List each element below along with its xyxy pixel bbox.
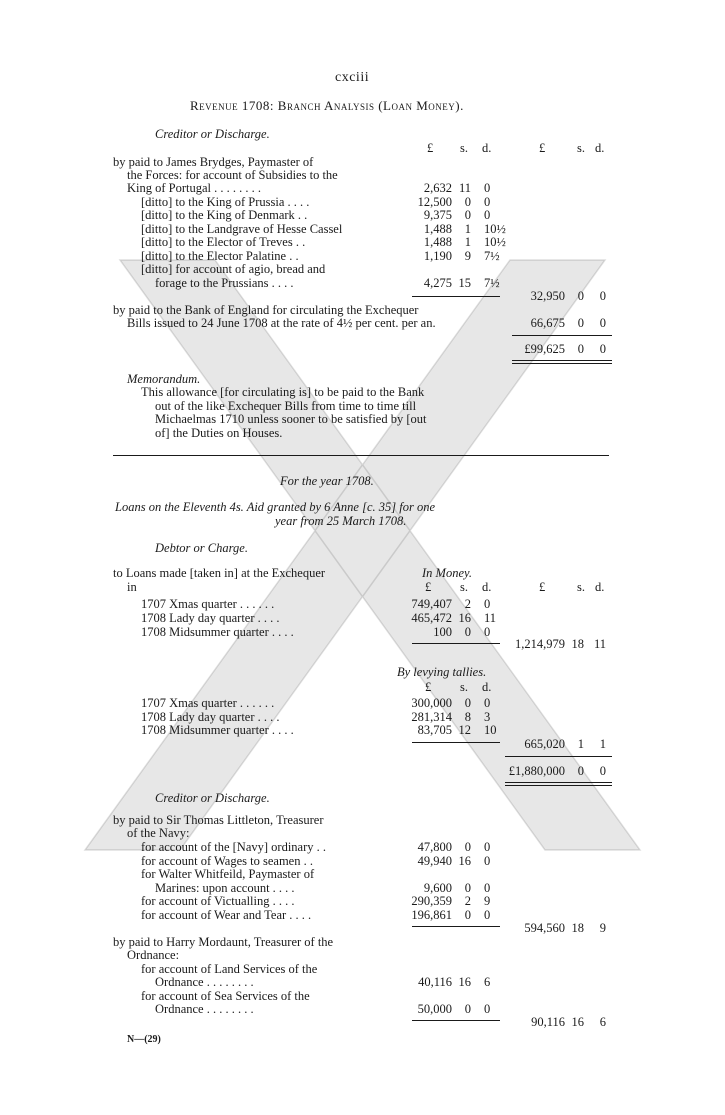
amount-pounds: 47,800 [417,840,452,854]
amount-shillings: 11 [458,181,471,195]
row-label: 1708 Lady day quarter . . . . [141,710,280,724]
bank-pounds: 66,675 [530,316,565,330]
amount-shillings: 0 [464,625,471,639]
amount-pence: 0 [484,840,491,854]
col-head-shilling: s. [460,141,468,155]
memo-line: out of the like Exchequer Bills from time to time till [155,399,417,413]
amount-shillings: 0 [464,1002,471,1016]
col-head-pence: d. [482,141,492,155]
amount-pence: 7½ [484,249,500,263]
loans-title: year from 25 March 1708. [275,514,407,528]
col-head-pound-total: £ [539,580,546,594]
row-label: Ordnance . . . . . . . . [155,1002,254,1016]
amount-shillings: 12 [458,723,471,737]
amount-pounds: 1,190 [423,249,452,263]
amount-pounds: 465,472 [411,611,452,625]
debtor-heading: Debtor or Charge. [155,541,248,555]
navy-total-pence: 9 [599,921,606,935]
amount-shillings: 0 [464,208,471,222]
amount-pounds: 2,632 [423,181,452,195]
row-label: for account of Wear and Tear . . . . [141,908,312,922]
row-label: for account of Wages to seamen . . [141,854,313,868]
memo-heading: Memorandum. [127,372,201,386]
amount-pounds: 12,500 [417,195,452,209]
section1-heading: Creditor or Discharge. [155,127,270,141]
amount-pounds: 83,705 [417,723,452,737]
rule [412,643,500,644]
amount-pounds: 1,488 [423,222,452,236]
double-rule [505,782,612,786]
col-head-pence: d. [482,580,492,594]
col-head-shilling-total: s. [577,141,585,155]
navy-total-shillings: 18 [571,921,584,935]
page-number: cxciii [335,70,370,85]
total-pence: 0 [599,342,606,356]
amount-pence: 3 [484,710,491,724]
tally-total-pounds: 665,020 [524,737,565,751]
text-line: [ditto] to the King of Denmark . . [141,208,308,222]
row-label: for account of Land Services of the [141,962,318,976]
memo-line: of] the Duties on Houses. [155,426,283,440]
amount-pence: 10 [484,723,497,737]
navy-total-pounds: 594,560 [524,921,565,935]
row-label: 1708 Midsummer quarter . . . . [141,625,294,639]
col-head-shilling: s. [460,680,468,694]
amount-shillings: 1 [464,222,471,236]
text-line: Ordnance: [127,948,180,962]
amount-pence: 7½ [484,276,500,290]
amount-pence: 0 [484,181,491,195]
amount-pounds: 281,314 [411,710,452,724]
amount-pounds: 196,861 [411,908,452,922]
rule [412,1020,500,1021]
rule [412,296,500,297]
amount-pence: 0 [484,625,491,639]
rule [412,926,500,927]
amount-pence: 0 [484,208,491,222]
grand-total-shillings: 0 [577,764,584,778]
ord-total-shillings: 16 [571,1015,584,1029]
text-line: by paid to Harry Mordaunt, Treasurer of the [113,935,334,949]
amount-pence: 0 [484,195,491,209]
amount-pounds: 749,407 [411,597,452,611]
section3-heading: Creditor or Discharge. [155,791,270,805]
row-label: Marines: upon account . . . . [155,881,295,895]
text-line: [ditto] to the Landgrave of Hesse Cassel [141,222,343,236]
amount-pounds: 9,375 [423,208,452,222]
row-label: for account of Victualling . . . . [141,894,295,908]
text-line: [ditto] to the Elector Palatine . . [141,249,299,263]
text-line: forage to the Prussians . . . . [155,276,294,290]
amount-shillings: 0 [464,840,471,854]
amount-shillings: 2 [464,894,471,908]
amount-shillings: 16 [458,611,471,625]
subtotal-pence: 0 [599,289,606,303]
amount-shillings: 0 [464,696,471,710]
col-head-shilling-total: s. [577,580,585,594]
loans-title: Loans on the Eleventh 4s. Aid granted by 6 Anne [c. 35] for one [115,500,435,514]
by-tallies-heading: By levying tallies. [397,665,487,679]
bank-shillings: 0 [577,316,584,330]
row-label: for account of the [Navy] ordinary . . [141,840,326,854]
amount-shillings: 16 [458,975,471,989]
rule [505,756,612,757]
amount-shillings: 1 [464,235,471,249]
memo-line: This allowance [for circulating is] to be paid to the Bank [141,385,425,399]
amount-pence: 9 [484,894,491,908]
row-label: Ordnance . . . . . . . . [155,975,254,989]
in-money-heading: In Money. [422,566,472,580]
ord-total-pounds: 90,116 [531,1015,565,1029]
section-divider [113,455,609,456]
amount-pence: 6 [484,975,491,989]
amount-pounds: 50,000 [417,1002,452,1016]
money-total-pounds: 1,214,979 [515,637,565,651]
amount-pence: 0 [484,854,491,868]
amount-pounds: 300,000 [411,696,452,710]
text-line: [ditto] to the King of Prussia . . . . [141,195,310,209]
text-line: by paid to the Bank of England for circulating the Exchequer [113,303,419,317]
amount-pence: 11 [484,611,497,625]
amount-pence: 10½ [484,222,506,236]
rule [512,335,612,336]
subtotal-shillings: 0 [577,289,584,303]
text-line: by paid to Sir Thomas Littleton, Treasurer [113,813,324,827]
amount-shillings: 9 [464,249,471,263]
ord-total-pence: 6 [599,1015,606,1029]
row-label: 1708 Midsummer quarter . . . . [141,723,294,737]
row-label: 1708 Lady day quarter . . . . [141,611,280,625]
rule [412,742,500,743]
subtotal-pounds: 32,950 [530,289,565,303]
amount-shillings: 2 [464,597,471,611]
text-line: of the Navy: [127,826,190,840]
amount-pence: 10½ [484,235,506,249]
amount-pounds: 1,488 [423,235,452,249]
amount-shillings: 0 [464,195,471,209]
amount-pence: 0 [484,696,491,710]
amount-shillings: 16 [458,854,471,868]
text-line: to Loans made [taken in] at the Exchequer [113,566,326,580]
total-shillings: 0 [577,342,584,356]
page-header: Revenue 1708: Branch Analysis (Loan Money). [190,98,464,113]
col-head-pound: £ [425,580,432,594]
tally-total-shillings: 1 [577,737,584,751]
col-head-pence-total: d. [595,580,605,594]
col-head-pound-total: £ [539,141,546,155]
text-line: [ditto] for account of agio, bread and [141,262,326,276]
money-total-shillings: 18 [571,637,584,651]
col-head-pound: £ [427,141,434,155]
text-line: the Forces: for account of Subsidies to the [127,168,338,182]
amount-shillings: 15 [458,276,471,290]
amount-shillings: 8 [464,710,471,724]
col-head-pound: £ [425,680,432,694]
text-line: in [127,580,137,594]
text-line: King of Portugal . . . . . . . . [127,181,262,195]
amount-pounds: 49,940 [417,854,452,868]
text-line: [ditto] to the Elector of Treves . . [141,235,306,249]
grand-total-pounds: £1,880,000 [508,764,565,778]
amount-shillings: 0 [464,908,471,922]
text-line: Bills issued to 24 June 1708 at the rate of 4½ per cent. per an. [127,316,436,330]
total-pounds: £99,625 [524,342,565,356]
text-line: by paid to James Brydges, Paymaster of [113,155,314,169]
amount-pounds: 9,600 [423,881,452,895]
row-label: for Walter Whitfeild, Paymaster of [141,867,315,881]
amount-pence: 0 [484,1002,491,1016]
tally-total-pence: 1 [599,737,606,751]
double-rule [512,360,612,364]
amount-pence: 0 [484,881,491,895]
col-head-pence-total: d. [595,141,605,155]
amount-pence: 0 [484,908,491,922]
amount-pounds: 100 [433,625,452,639]
col-head-pence: d. [482,680,492,694]
amount-pounds: 4,275 [423,276,452,290]
money-total-pence: 11 [593,637,606,651]
amount-shillings: 0 [464,881,471,895]
grand-total-pence: 0 [599,764,606,778]
amount-pounds: 40,116 [418,975,452,989]
bank-pence: 0 [599,316,606,330]
signature-mark: N—(29) [127,1034,161,1045]
row-label: 1707 Xmas quarter . . . . . . [141,696,275,710]
row-label: 1707 Xmas quarter . . . . . . [141,597,275,611]
row-label: for account of Sea Services of the [141,989,310,1003]
year-title: For the year 1708. [280,474,374,488]
memo-line: Michaelmas 1710 unless sooner to be satisfied by [out [155,412,427,426]
amount-pence: 0 [484,597,491,611]
col-head-shilling: s. [460,580,468,594]
amount-pounds: 290,359 [411,894,452,908]
